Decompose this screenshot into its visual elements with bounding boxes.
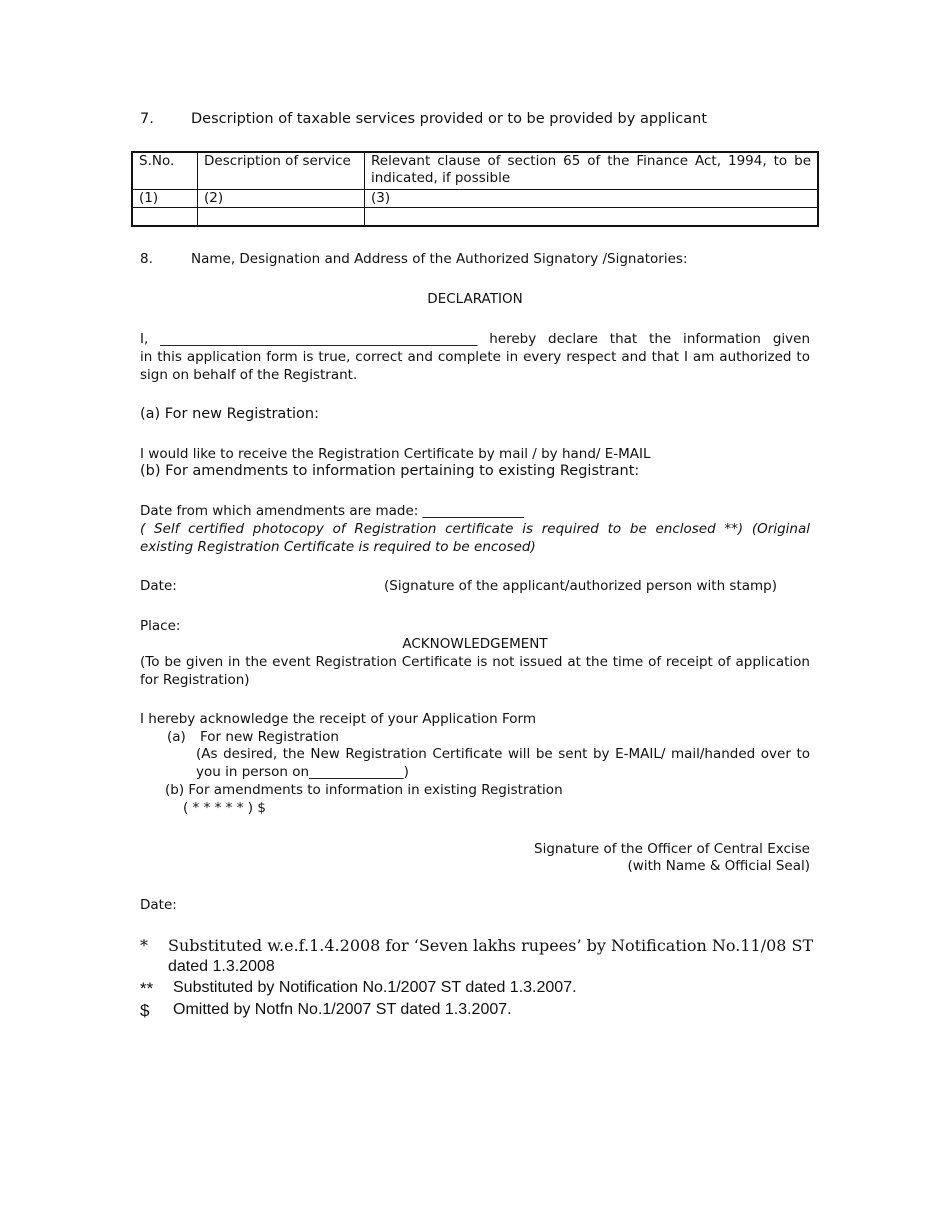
declaration-text-line: in this application form is true, correct and complete in every respect and that I am authorized to	[140, 349, 810, 365]
footnote-text: Substituted by Notification No.1/2007 ST dated 1.3.2007.	[173, 979, 577, 996]
footnote-text: Omitted by Notfn No.1/2007 ST dated 1.3.2007.	[173, 1001, 512, 1018]
footnote-marker: $	[140, 1001, 150, 1020]
table-header-cell: S.No.	[132, 152, 198, 190]
section-7-title: Description of taxable services provided or to be provided by applicant	[191, 111, 708, 127]
table-cell: (3)	[365, 190, 819, 208]
item-b-detail: ( * * * * * ) $	[183, 800, 266, 816]
table-header-cell: Relevant clause of section 65 of the Finance Act, 1994, to be indicated, if possible	[365, 152, 819, 190]
services-table	[131, 151, 819, 227]
table-header-row	[132, 152, 818, 190]
item-a-detail-line: (As desired, the New Registration Certificate will be sent by E-MAIL/ mail/handed over to	[196, 746, 810, 762]
item-a-detail-line: you in person on______________)	[196, 764, 409, 780]
section-7-number: 7.	[140, 111, 154, 127]
item-a-text: For new Registration	[200, 729, 339, 745]
applicant-signature-label: (Signature of the applicant/authorized person with stamp)	[384, 578, 778, 594]
amendments-label: (b) For amendments to information pertaining to existing Registrant:	[140, 463, 640, 479]
declaration-text-line: I, _______________________________________________ hereby declare that the information given	[140, 331, 810, 347]
table-cell	[365, 208, 819, 227]
acknowledgement-date-label: Date:	[140, 897, 177, 913]
table-row	[132, 190, 818, 208]
officer-signature-line: (with Name & Official Seal)	[627, 858, 810, 874]
footnote-marker: *	[140, 936, 148, 955]
date-amendments-text: Date from which amendments are made: _______________	[140, 503, 524, 519]
table-row	[132, 208, 818, 227]
table-cell	[132, 208, 198, 227]
table-cell	[198, 208, 365, 227]
photocopy-note-line: existing Registration Certificate is required to be encosed)	[140, 539, 536, 555]
photocopy-note-line: ( Self certified photocopy of Registration certificate is required to be enclosed **) (Original	[140, 521, 810, 537]
acknowledgement-note-line: (To be given in the event Registration Certificate is not issued at the time of receipt of application	[140, 654, 810, 670]
table-cell: (2)	[198, 190, 365, 208]
table-header-cell: Description of service	[198, 152, 365, 190]
receipt-text: I hereby acknowledge the receipt of your Application Form	[140, 711, 537, 727]
acknowledgement-note-line: for Registration)	[140, 672, 250, 688]
acknowledgement-heading: ACKNOWLEDGEMENT	[402, 636, 548, 652]
officer-signature-line: Signature of the Officer of Central Excise	[534, 841, 810, 857]
receive-certificate-text: I would like to receive the Registration Certificate by mail / by hand/ E-MAIL	[140, 446, 651, 462]
new-registration-label: (a) For new Registration:	[140, 406, 319, 422]
table-cell: (1)	[132, 190, 198, 208]
footnote-text: Substituted w.e.f.1.4.2008 for ‘Seven lakhs rupees’ by Notification No.11/08 ST	[168, 936, 814, 955]
footnote-marker: **	[140, 979, 154, 998]
item-a-marker: (a)	[167, 729, 186, 745]
place-label: Place:	[140, 618, 181, 634]
declaration-date-label: Date:	[140, 578, 177, 594]
declaration-text-line: sign on behalf of the Registrant.	[140, 367, 358, 383]
section-8-number: 8.	[140, 251, 153, 267]
declaration-heading: DECLARATION	[427, 291, 523, 307]
footnote-text: dated 1.3.2008	[168, 958, 275, 975]
section-8-title: Name, Designation and Address of the Authorized Signatory /Signatories:	[191, 251, 688, 267]
item-b-text: (b) For amendments to information in existing Registration	[165, 782, 563, 798]
